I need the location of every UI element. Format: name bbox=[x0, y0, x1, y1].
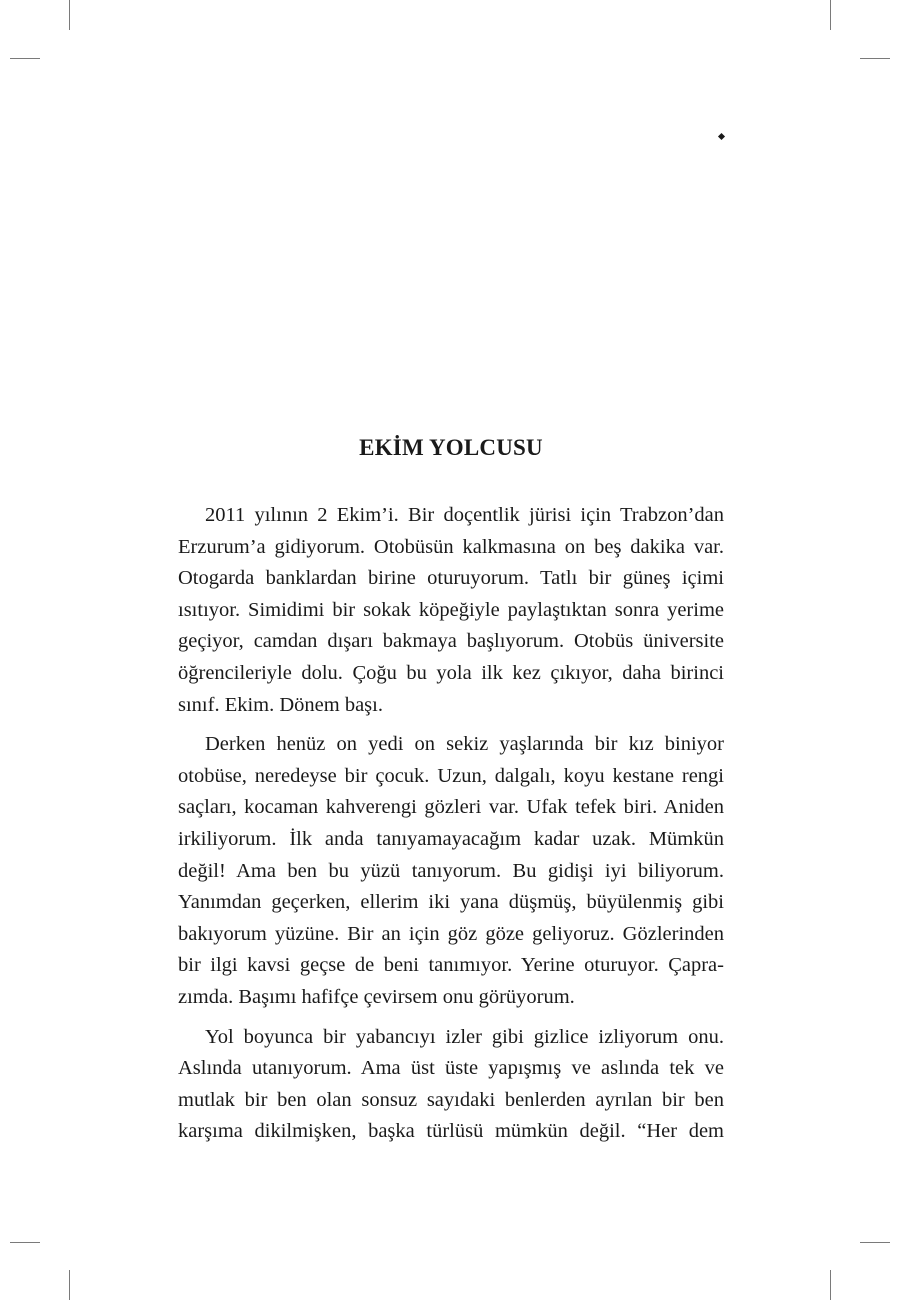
text-line: geçiyor, camdan dışarı bakmaya başlıyorum. Otobüs üniversite bbox=[178, 630, 724, 653]
text-line: Otogarda banklardan birine oturuyorum. Tatlı bir güneş içimi bbox=[178, 567, 724, 590]
text-line: değil! Ama ben bu yüzü tanıyorum. Bu gidişi iyi biliyorum. bbox=[178, 859, 724, 882]
text-line: öğrencileriyle dolu. Çoğu bu yola ilk kez çıkıyor, daha birinci bbox=[178, 661, 724, 684]
text-line: bakıyorum yüzüne. Bir an için göz göze geliyoruz. Gözlerinden bbox=[178, 922, 724, 945]
crop-mark-bottom-left bbox=[69, 1270, 70, 1300]
crop-mark-bottom-right bbox=[830, 1270, 831, 1300]
crop-mark-top-right bbox=[830, 0, 831, 30]
crop-mark-left-bottom bbox=[10, 1242, 40, 1243]
body-text bbox=[178, 500, 724, 1156]
text-line: Yol boyunca bir yabancıyı izler gibi gizlice izliyorum onu. bbox=[205, 1025, 724, 1048]
text-line: saçları, kocaman kahverengi gözleri var. Ufak tefek biri. Aniden bbox=[178, 796, 724, 819]
text-line: Yanımdan geçerken, ellerim iki yana düşmüş, büyülenmiş gibi bbox=[178, 891, 724, 914]
text-line: otobüse, neredeyse bir çocuk. Uzun, dalgalı, koyu kestane rengi bbox=[178, 764, 724, 787]
text-line: Derken henüz on yedi on sekiz yaşlarında bir kız biniyor bbox=[205, 733, 724, 756]
diamond-ornament-icon bbox=[718, 133, 725, 140]
text-line: zımda. Başımı hafifçe çevirsem onu görüyorum. bbox=[178, 985, 575, 1008]
paragraph-3 bbox=[178, 1022, 724, 1148]
crop-mark-top-left bbox=[69, 0, 70, 30]
text-line: irkiliyorum. İlk anda tanıyamayacağım kadar uzak. Mümkün bbox=[178, 827, 724, 850]
paragraph-2 bbox=[178, 729, 724, 1013]
crop-mark-right-top bbox=[860, 58, 890, 59]
text-line: Aslında utanıyorum. Ama üst üste yapışmış ve aslında tek ve bbox=[178, 1057, 724, 1080]
crop-mark-right-bottom bbox=[860, 1242, 890, 1243]
paragraph-1 bbox=[178, 500, 724, 721]
text-line: karşıma dikilmişken, başka türlüsü mümkün değil. “Her dem bbox=[178, 1120, 724, 1143]
text-line: mutlak bir ben olan sonsuz sayıdaki benlerden ayrılan bir ben bbox=[178, 1088, 724, 1111]
text-line: 2011 yılının 2 Ekim’i. Bir doçentlik jürisi için Trabzon’dan bbox=[205, 504, 724, 526]
text-line: sınıf. Ekim. Dönem başı. bbox=[178, 693, 383, 716]
crop-mark-left-top bbox=[10, 58, 40, 59]
text-line: ısıtıyor. Simidimi bir sokak köpeğiyle paylaştıktan sonra yerime bbox=[178, 598, 724, 621]
chapter-title: EKİM YOLCUSU bbox=[359, 435, 543, 460]
text-line: Erzurum’a gidiyorum. Otobüsün kalkmasına on beş dakika var. bbox=[178, 535, 724, 558]
text-line: bir ilgi kavsi geçse de beni tanımıyor. Yerine oturuyor. Çapra- bbox=[178, 954, 724, 977]
